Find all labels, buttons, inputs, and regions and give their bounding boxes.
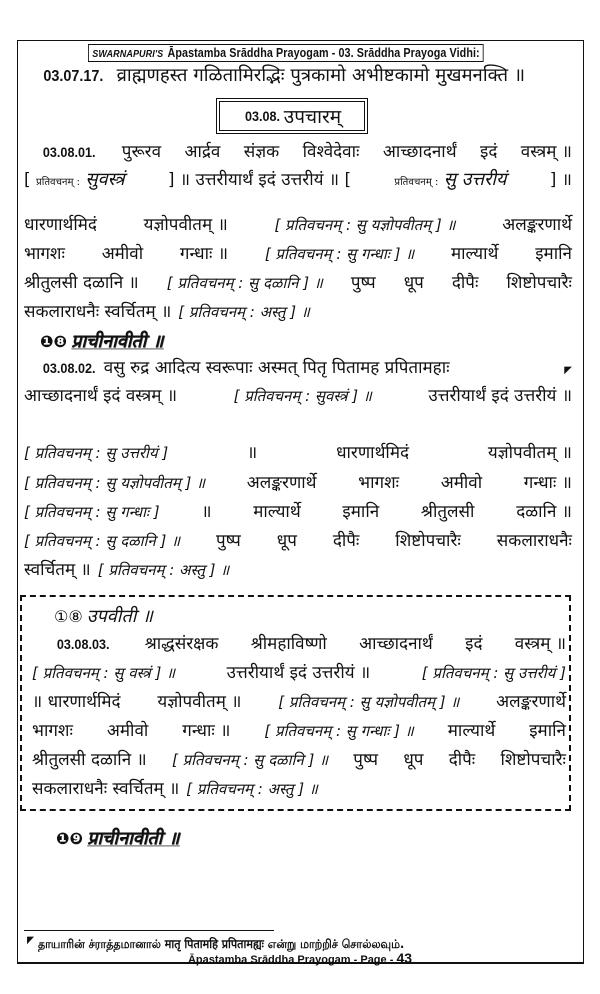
text: इमानि bbox=[535, 244, 572, 264]
response: [ प्रतिवचनम् : सु दळानि ] ॥ bbox=[24, 532, 181, 550]
text: ] ॥ bbox=[549, 170, 572, 190]
block1-line-6 bbox=[24, 300, 572, 324]
block1-line-5 bbox=[24, 271, 572, 295]
response: [ प्रतिवचनम् : सु यज्ञोपवीतम् ] ॥ bbox=[274, 216, 456, 234]
text: आर्द्रव bbox=[184, 142, 221, 162]
text: वस्त्रम् ॥ bbox=[514, 634, 566, 654]
response-text: सु उत्तरीयं bbox=[443, 169, 507, 190]
response: [ प्रतिवचनम् : अस्तु ] ॥ bbox=[97, 561, 230, 579]
response: [ प्रतिवचनम् : अस्तु ] ॥ bbox=[178, 303, 310, 321]
text: धूप bbox=[403, 273, 424, 293]
text: श्रीतुलसी दळानि ॥ bbox=[24, 273, 139, 293]
response: [ प्रतिवचनम् : सु दळानि ] ॥ bbox=[166, 274, 323, 292]
footnote-marker-icon: ◤ bbox=[27, 935, 35, 946]
verse-number: 03.07.17. bbox=[43, 68, 104, 85]
block2-number: 03.08.02. bbox=[42, 360, 96, 376]
text: माल्यार्थे bbox=[450, 244, 499, 264]
marker-prachinaviti-19 bbox=[56, 826, 179, 850]
block2-line-4 bbox=[24, 471, 572, 495]
marker-prachinaviti-18 bbox=[40, 329, 163, 353]
block2-line-5 bbox=[24, 500, 572, 524]
block3-line-5 bbox=[32, 748, 566, 772]
page-footer bbox=[0, 950, 600, 966]
text: धूप bbox=[276, 531, 297, 551]
block1-line-3 bbox=[24, 213, 572, 237]
verse-03-07-17 bbox=[40, 63, 525, 90]
response-label: प्रतिवचनम् : bbox=[394, 177, 439, 188]
block3-line-4 bbox=[32, 719, 566, 743]
response-label: प्रतिवचनम् : bbox=[36, 177, 81, 188]
response: [ प्रतिवचनम् : सुवस्त्रं ] ॥ bbox=[233, 387, 372, 405]
text: माल्यार्थे bbox=[253, 502, 301, 522]
text: गन्धाः ॥ bbox=[182, 721, 231, 741]
marker-upaviti-18 bbox=[54, 604, 153, 628]
text: सकलाराधनैः स्वर्चितम् ॥ bbox=[24, 302, 172, 322]
text: गन्धाः ॥ bbox=[179, 244, 229, 264]
text: गन्धाः ॥ bbox=[523, 473, 572, 493]
text: पुष्प bbox=[350, 273, 376, 293]
block2-line-3 bbox=[24, 441, 572, 465]
text: यज्ञोपवीतम् ॥ bbox=[157, 692, 242, 712]
text: अलङ्करणार्थे bbox=[496, 692, 566, 712]
response-text: सुवस्त्रं bbox=[85, 169, 125, 190]
response: [ प्रतिवचनम् : सु यज्ञोपवीतम् ] ॥ bbox=[24, 474, 206, 492]
text: भागशः bbox=[24, 244, 65, 264]
response: [ प्रतिवचनम् : सु उत्तरीयं ] bbox=[421, 664, 566, 682]
text: पुष्प bbox=[216, 531, 241, 551]
text: वस्त्रम् ॥ bbox=[520, 142, 572, 162]
text: अमीवो bbox=[101, 244, 144, 264]
response: [ प्रतिवचनम् : सु गन्धाः ] bbox=[24, 503, 160, 521]
response: [ प्रतिवचनम् : सु गन्धाः ] ॥ bbox=[264, 245, 415, 263]
text: यज्ञोपवीतम् ॥ bbox=[143, 215, 228, 235]
text: दळानि ॥ bbox=[516, 502, 572, 522]
text: वसु रुद्र आदित्य स्वरूपाः अस्मत् पितृ पितामह प्रपितामहाः bbox=[103, 358, 450, 378]
text: अलङ्करणार्थे bbox=[246, 473, 317, 493]
text: भागशः bbox=[358, 473, 400, 493]
block2-line-2 bbox=[24, 384, 572, 408]
text: श्रीतुलसी bbox=[420, 502, 475, 522]
text: आच्छादनार्थं bbox=[359, 634, 433, 654]
text: स्वर्चितम् ॥ bbox=[24, 560, 91, 580]
text: शिष्टोपचारैः bbox=[500, 750, 566, 770]
header-title: Āpastamba Srāddha Prayogam - 03. Srāddha Prayoga Vidhi: bbox=[167, 46, 480, 60]
marker-text: प्राचीनावीती ॥ bbox=[87, 828, 180, 849]
section-title: उपचारम् bbox=[283, 106, 342, 128]
text: इमानि bbox=[529, 721, 566, 741]
verse-text: व्राह्मणहस्त गळितामिरद्भिः पुत्रकामो अभीष्टकामो मुखमनक्ति ॥ bbox=[116, 65, 526, 86]
text: उत्तरीयार्थं इदं उत्तरीयं ॥ bbox=[226, 663, 371, 683]
text: इदं bbox=[479, 142, 498, 162]
footnote-divider bbox=[24, 930, 274, 931]
text: इमानि bbox=[342, 502, 380, 522]
text: पुष्प bbox=[353, 750, 379, 770]
response: [ प्रतिवचनम् : अस्तु ] ॥ bbox=[186, 780, 318, 798]
text: इदं bbox=[465, 634, 483, 654]
circled-number-icon: ①⑧ bbox=[54, 607, 83, 626]
block1-line-2 bbox=[24, 168, 572, 195]
text: धूप bbox=[403, 750, 424, 770]
response: [ प्रतिवचनम् : सु वस्त्रं ] ॥ bbox=[32, 664, 176, 682]
marker-text: प्राचीनावीती ॥ bbox=[71, 331, 164, 352]
text: आच्छादनार्थं bbox=[382, 142, 457, 162]
page-number: 43 bbox=[396, 950, 413, 966]
text: अमीवो bbox=[106, 721, 149, 741]
block1-line-1 bbox=[40, 140, 572, 164]
text: अमीवो bbox=[440, 473, 483, 493]
response: [ प्रतिवचनम् : सु उत्तरीयं ] bbox=[24, 444, 169, 462]
section-number: 03.08. bbox=[244, 108, 280, 124]
text: श्राद्धसंरक्षक bbox=[144, 634, 219, 654]
text: धारणार्थमिदं bbox=[24, 215, 97, 235]
block2-line-7 bbox=[24, 558, 572, 582]
block3-line-3 bbox=[32, 690, 566, 714]
text: आच्छादनार्थं इदं वस्त्रम् ॥ bbox=[24, 386, 178, 406]
text: यज्ञोपवीतम् ॥ bbox=[487, 443, 572, 463]
marker-text: उपवीती ॥ bbox=[86, 606, 153, 627]
text: दीपैः bbox=[448, 750, 476, 770]
text: शिष्टोपचारैः bbox=[506, 273, 572, 293]
circled-number-icon: ❶❽ bbox=[40, 332, 68, 351]
footer-title: Āpastamba Srāddha Prayogam - Page - bbox=[187, 954, 394, 966]
text: श्रीमहाविष्णो bbox=[250, 634, 327, 654]
text: धारणार्थमिदं bbox=[336, 443, 410, 463]
response: [ प्रतिवचनम् : सु दळानि ] ॥ bbox=[171, 751, 329, 769]
block2-line-6 bbox=[24, 529, 572, 553]
text: शिष्टोपचारैः bbox=[395, 531, 461, 551]
circled-number-icon: ❶❾ bbox=[56, 829, 84, 848]
block2-line-1 bbox=[40, 356, 572, 383]
text: दीपैः bbox=[332, 531, 360, 551]
text: भागशः bbox=[32, 721, 73, 741]
bracket: [ bbox=[24, 170, 31, 190]
footnote-text: தாயாரின் ச்ராத்தமானால் मातृ पितामहि प्रपितामह्यः என்று மாற்றிச் சொல்லவும். bbox=[37, 937, 405, 951]
block3-line-2 bbox=[32, 661, 566, 685]
text: ] ॥ उत्तरीयार्थं इदं उत्तरीयं ॥ [ bbox=[167, 170, 352, 190]
block1-number: 03.08.01. bbox=[42, 144, 96, 160]
response: [ प्रतिवचनम् : सु गन्धाः ] ॥ bbox=[264, 722, 414, 740]
running-header bbox=[88, 44, 484, 62]
text: उत्तरीयार्थं इदं उत्तरीयं ॥ bbox=[428, 386, 572, 406]
block1-line-4 bbox=[24, 242, 572, 266]
text: श्रीतुलसी दळानि ॥ bbox=[32, 750, 147, 770]
text: पुरूरव bbox=[121, 142, 162, 162]
text: सकलाराधनैः स्वर्चितम् ॥ bbox=[32, 779, 180, 799]
text: सकलाराधनैः bbox=[496, 531, 572, 551]
block3-line-6 bbox=[32, 777, 566, 801]
footnote-marker-icon: ◤ bbox=[564, 365, 572, 376]
response: [ प्रतिवचनम् : सु यज्ञोपवीतम् ] ॥ bbox=[278, 693, 460, 711]
header-brand: SWARNAPURI'S bbox=[92, 48, 164, 60]
text: दीपैः bbox=[451, 273, 479, 293]
section-heading bbox=[216, 98, 368, 134]
block3-number: 03.08.03. bbox=[56, 636, 110, 652]
text: संज्ञक bbox=[243, 142, 280, 162]
block3-line-1 bbox=[54, 632, 566, 656]
text: ॥ bbox=[201, 502, 212, 522]
text: माल्यार्थे bbox=[447, 721, 496, 741]
text: विश्वेदेवाः bbox=[302, 142, 360, 162]
text: ॥ धारणार्थमिदं bbox=[32, 692, 121, 712]
text: ॥ bbox=[247, 443, 258, 463]
text: अलङ्करणार्थे bbox=[502, 215, 572, 235]
